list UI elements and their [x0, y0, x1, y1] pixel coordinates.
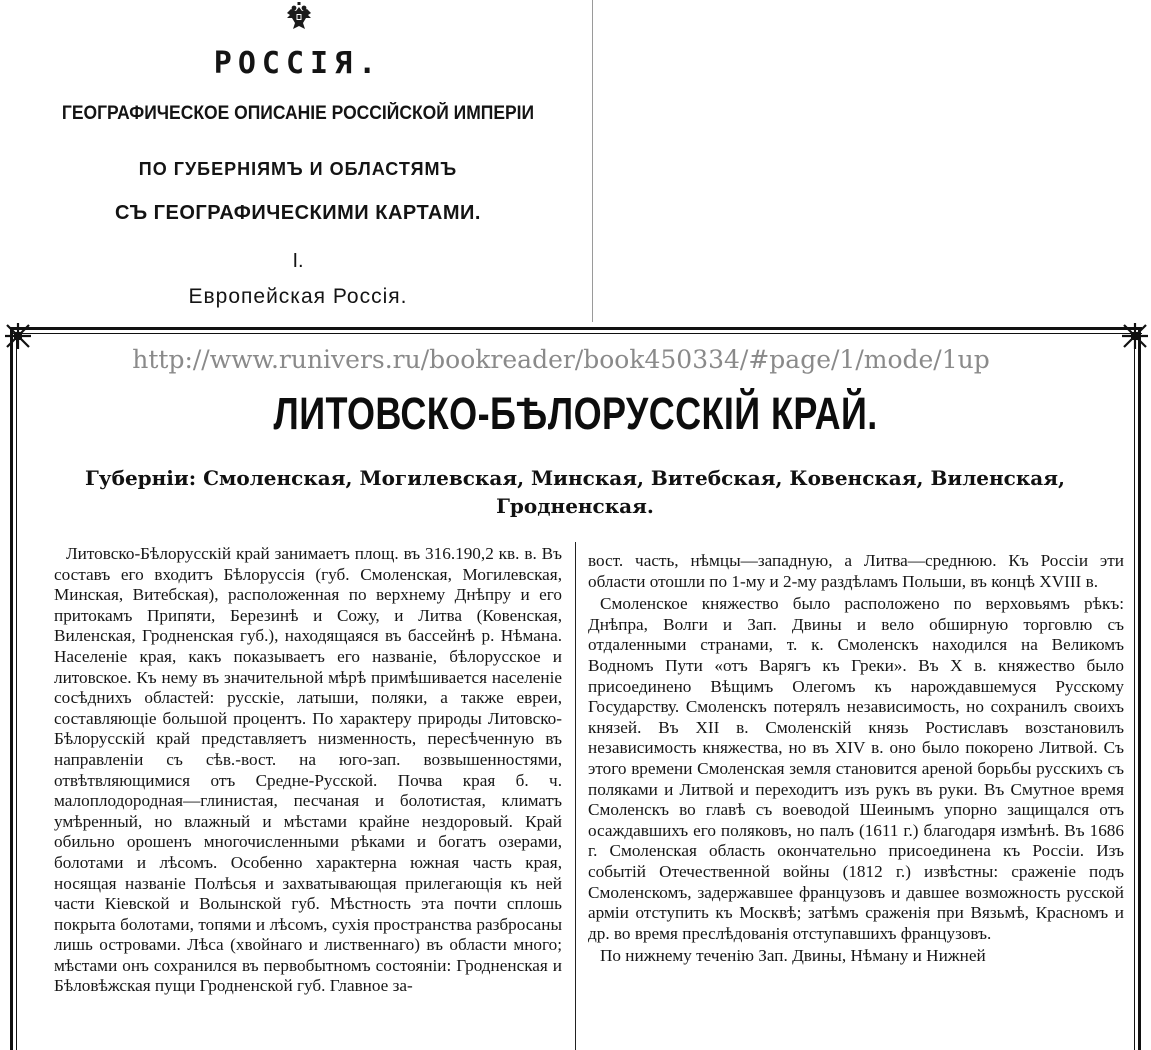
title-european-russia: Европейская Россія.	[188, 285, 408, 308]
double-headed-eagle-icon	[286, 2, 312, 30]
title-by-provinces: ПО ГУБЕРНІЯМЪ И ОБЛАСТЯМЪ	[138, 159, 458, 179]
text-column-left	[54, 544, 562, 997]
paragraph-next-start: По нижнему теченію Зап. Двины, Нѣману и Нижней	[600, 946, 986, 966]
title-geographic-description: ГЕОГРАФИЧЕСКОЕ ОПИСАНІЕ РОССІЙСКОЙ ИМПЕРІИ	[61, 103, 535, 124]
column-divider	[575, 542, 576, 1050]
title-russia: РОССІЯ.	[213, 46, 383, 81]
title-page	[4, 0, 593, 322]
frame-left-rule	[10, 327, 13, 1050]
paragraph-continuation: вост. часть, нѣмцы—западную, а Литва—среднюю. Къ Россіи эти области отошли по 1-му и 2-му раздѣламъ Польши, въ концѣ XVIII в.	[588, 551, 1124, 591]
book-page	[0, 322, 1151, 1050]
corner-ornament-left-icon	[4, 322, 32, 350]
frame-top-rule	[10, 327, 1142, 330]
frame-top-thin-rule	[10, 333, 1142, 334]
frame-left-thin-rule	[16, 333, 17, 1050]
chapter-subtitle-provinces: Губерніи: Смоленская, Могилевская, Минская, Витебская, Ковенская, Виленская, Гродненская.	[85, 466, 1065, 518]
corner-ornament-right-icon	[1121, 322, 1149, 350]
paragraph-overview: Литовско-Бѣлорусскій край занимаетъ площ. въ 316.190,2 кв. в. Въ составъ его входитъ Бѣлоруссія (губ. Смоленская, Могилевская, Минская, Витебская), расположенная по верхнему Днѣпру и его притокамъ Припяти, Березинѣ и Сожу, и Литва (Ковенская, Виленская, Гродненская губ.), находящаяся въ бассейнѣ р. Нѣмана. Населеніе края, какъ показываетъ его названіе, бѣлорусское и литовское. Къ нему въ значительной мѣрѣ примѣшивается населеніе сосѣднихъ областей: русскіе, латыши, поляки, а также евреи, составляющіе большой процентъ. По характеру природы Литовско-Бѣлорусскій край представляетъ низменность, пересѣченную въ направленіи съ сѣв.-вост. на юго-зап. возвышенностями, отвѣтвляющимися отъ Средне-Русской. Почва края б. ч. малоплодородная—глинистая, песчаная и болотистая, климатъ умѣренный, но влажный и мѣстами крайне нездоровый. Край обильно орошенъ многочисленными рѣками и богатъ озерами, болотами и лѣсомъ. Особенно характерна южная часть края, носящая названіе Полѣсья и захватывающая прилегающія къ ней части Кіевской и Волынской губ. Мѣстность эта почти сплошь покрыта болотами, топями и лѣсомъ, сухія пространства разбросаны лишь островами. Лѣса (хвойнаго и лиственнаго) въ области много; мѣстами онъ сохранился въ первобытномъ состояніи: Гродненская и Бѣловѣжская пущи Гродненской губ. Главное за-	[54, 544, 562, 996]
source-url-watermark: http://www.runivers.ru/bookreader/book450334/#page/1/mode/1up	[96, 340, 1026, 380]
chapter-title: ЛИТОВСКО-БѢЛОРУССКІЙ КРАЙ.	[273, 388, 878, 439]
frame-right-thin-rule	[1134, 333, 1135, 1050]
title-with-maps: СЪ ГЕОГРАФИЧЕСКИМИ КАРТАМИ.	[115, 202, 481, 224]
paragraph-smolensk-history: Смоленское княжество было расположено по верховьямъ рѣкъ: Днѣпра, Волги и Зап. Двины и вело обширную торговлю съ отдаленными странами, т. к. Смоленскъ находился на Великомъ Водномъ Пути «отъ Варягъ къ Греки». Въ X в. княжество было присоединено Вѣщимъ Олегомъ къ нарождавшемуся Русскому Государству. Смоленскъ потерялъ независимость, но сохранилъ своихъ князей. Въ XII в. Смоленскій князь Ростиславъ возстановилъ независимость княжества, но въ XIV в. оно было покорено Литвой. Съ этого времени Смоленская земля становится ареной борьбы русскихъ съ поляками и Литвой и переходитъ изъ рукъ въ руки. Въ Смутное время Смоленскъ во главѣ съ воеводой Шеинымъ упорно защищался отъ осаждавшихъ его поляковъ, но палъ (1611 г.) благодаря измѣнѣ. Въ 1686 г. Смоленская область окончательно присоединена къ Россіи. Изъ событій Отечественной войны (1812 г.) извѣстны: сраженіе подъ Смоленскомъ, задержавшее французовъ и давшее возможность русской арміи отступить къ Москвѣ; затѣмъ сраженія при Вязьмѣ, Красномъ и др. во время преслѣдованія отступавшихъ французовъ.	[588, 594, 1124, 943]
title-volume-number: I.	[292, 250, 304, 272]
text-column-right	[588, 551, 1124, 967]
frame-right-rule	[1138, 327, 1141, 1050]
